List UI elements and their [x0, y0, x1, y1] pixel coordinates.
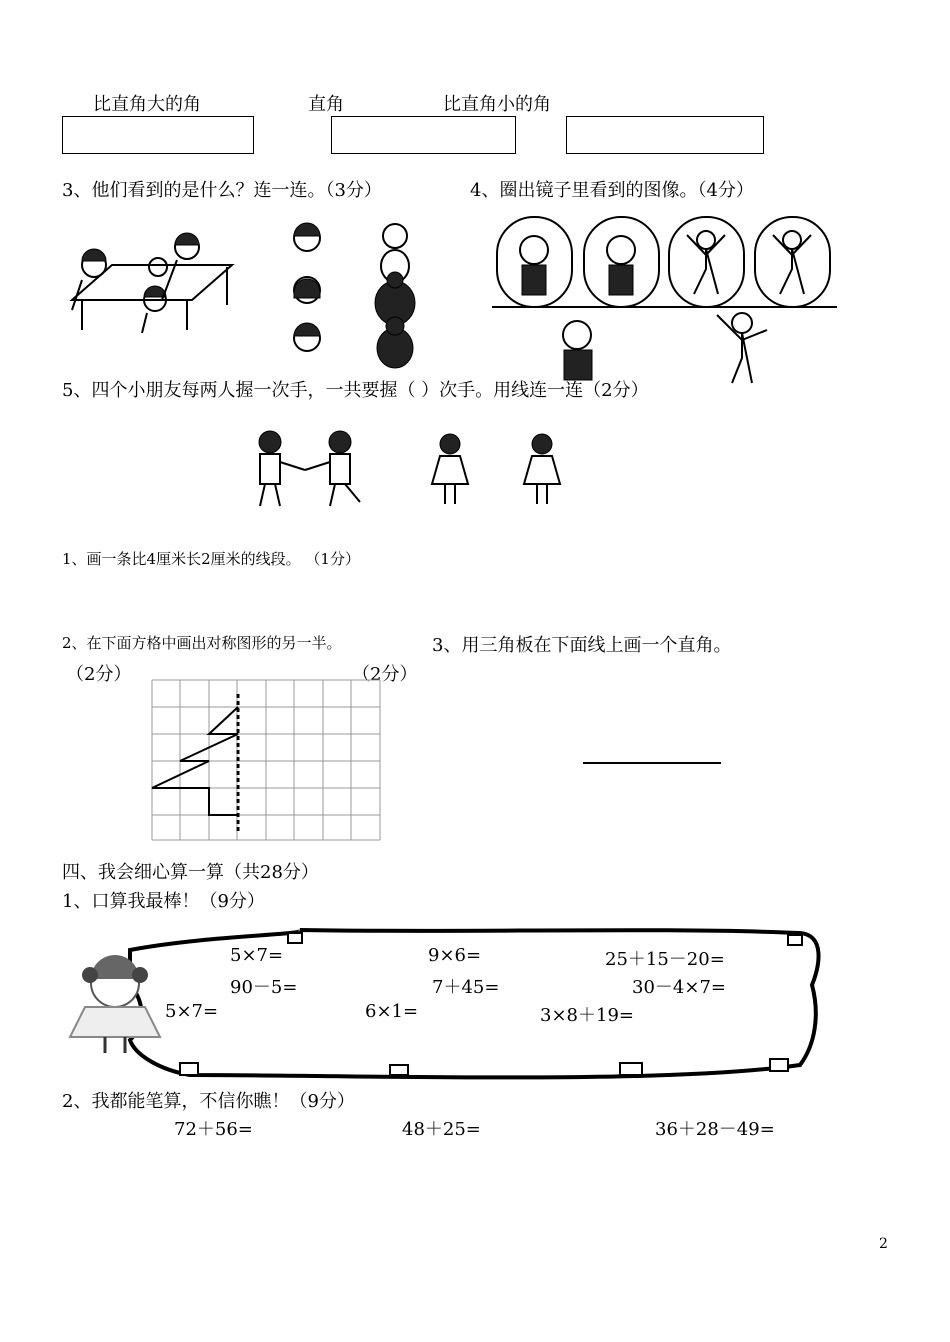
mirror-images-illustration — [492, 215, 842, 390]
kids-at-table-illustration — [62, 225, 242, 340]
section-4-title: 四、我会细心算一算（共28分） — [62, 862, 319, 883]
draw-task-1-text: 1、画一条比4厘米长2厘米的线段。 （1分） — [62, 550, 360, 568]
label-larger-than-right-angle: 比直角大的角 — [93, 94, 201, 115]
question-3-text: 3、他们看到的是什么？连一连。（3分） — [62, 180, 382, 201]
answer-box-larger[interactable] — [62, 116, 254, 154]
oral-item: 5×7= — [230, 945, 284, 966]
girl-illustration — [60, 955, 170, 1060]
draw-task-2-text: 2、在下面方格中画出对称图形的另一半。 — [62, 634, 342, 652]
question-4-text: 4、圈出镜子里看到的图像。（4分） — [470, 180, 754, 201]
oral-item: 7＋45= — [432, 977, 500, 998]
question-5-text: 5、四个小朋友每两人握一次手，一共要握（ ）次手。用线连一连（2分） — [62, 380, 649, 401]
written-item: 48＋25= — [402, 1119, 481, 1140]
oral-item: 30－4×7= — [632, 977, 726, 998]
label-smaller-than-right-angle: 比直角小的角 — [443, 94, 551, 115]
draw-task-2-score: （2分） — [66, 664, 132, 685]
oral-item: 6×1= — [365, 1001, 419, 1022]
written-item: 72＋56= — [174, 1119, 253, 1140]
oral-item: 90－5= — [230, 977, 298, 998]
symmetry-grid[interactable] — [152, 680, 382, 842]
oral-item: 5×7= — [165, 1001, 219, 1022]
answer-box-right[interactable] — [331, 116, 516, 154]
calc-1-title: 1、口算我最棒！（9分） — [62, 891, 265, 912]
draw-task-3-score: （2分） — [352, 664, 418, 685]
right-angle-base-line[interactable] — [583, 762, 721, 764]
written-item: 36＋28－49= — [655, 1119, 775, 1140]
answer-box-smaller[interactable] — [566, 116, 764, 154]
oral-item: 3×8＋19= — [540, 1005, 634, 1026]
calc-2-title: 2、我都能笔算，不信你瞧！（9分） — [62, 1091, 355, 1112]
four-children-illustration — [240, 430, 590, 510]
draw-task-3-text: 3、用三角板在下面线上画一个直角。 — [432, 635, 732, 656]
oral-item: 25＋15－20= — [605, 949, 725, 970]
viewpoint-heads — [285, 220, 335, 360]
oral-item: 9×6= — [428, 945, 482, 966]
label-right-angle: 直角 — [308, 94, 344, 115]
page-number: 2 — [879, 1236, 888, 1252]
doll-views — [365, 218, 425, 368]
